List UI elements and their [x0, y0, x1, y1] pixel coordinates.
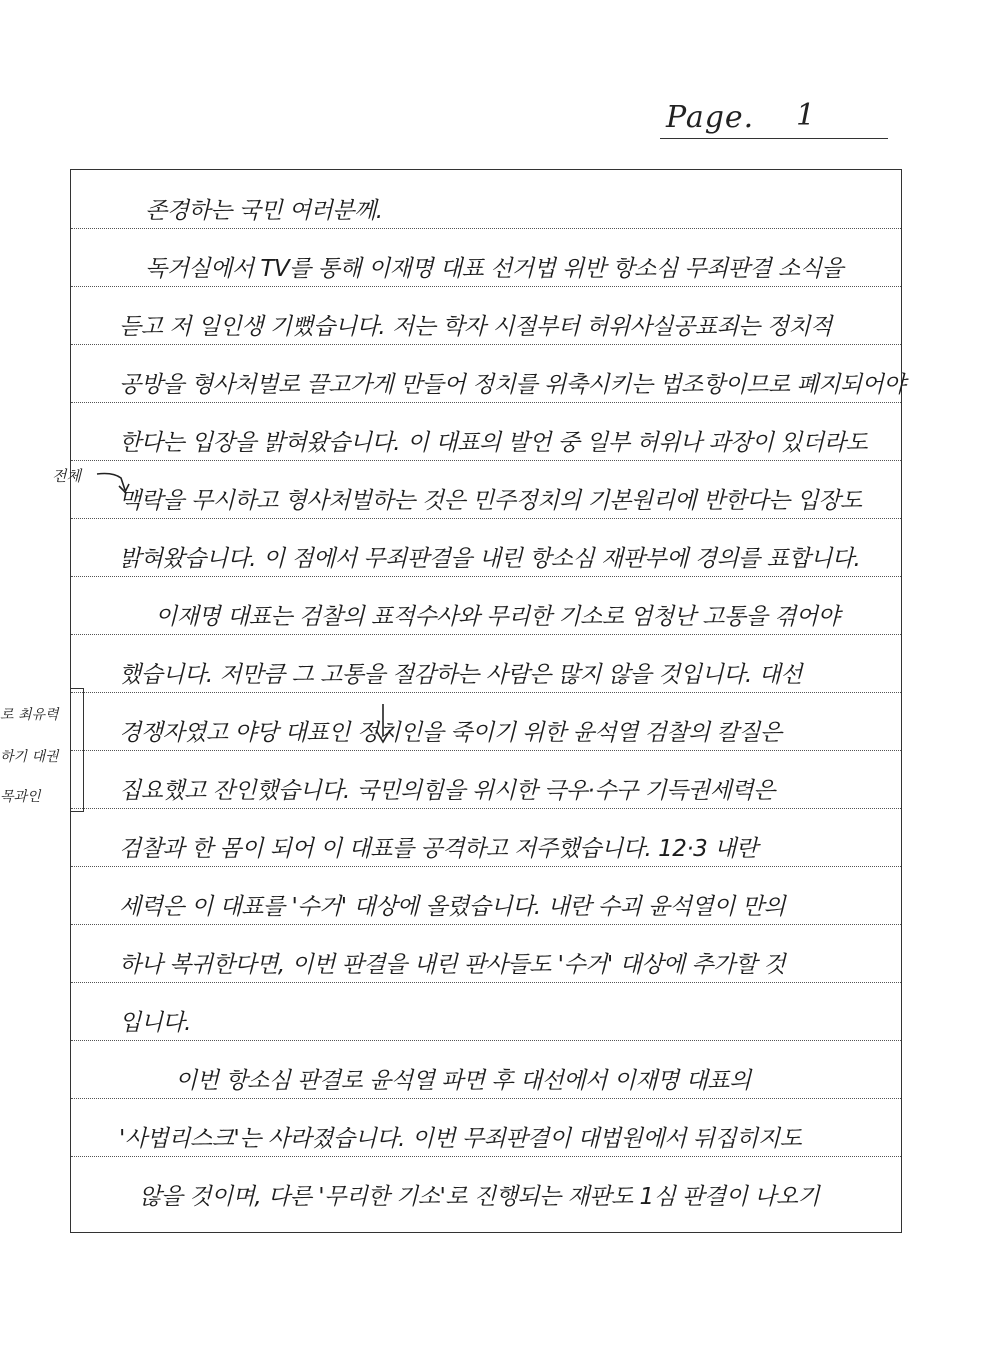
- ruled-line: [71, 924, 901, 925]
- text-line-5: 한다는 입장을 밝혀왔습니다. 이 대표의 발언 중 일부 허위나 과장이 있더라도: [119, 430, 868, 456]
- ruled-line: [71, 634, 901, 635]
- ruled-line: [71, 228, 901, 229]
- text-line-7: 밝혀왔습니다. 이 점에서 무죄판결을 내린 항소심 재판부에 경의를 표합니다.: [119, 546, 861, 572]
- insertion-caret-icon: [372, 702, 394, 746]
- text-line-16: 이번 항소심 판결로 윤석열 파면 후 대선에서 이재명 대표의: [175, 1068, 751, 1094]
- ruled-line: [71, 808, 901, 809]
- text-line-8: 이재명 대표는 검찰의 표적수사와 무리한 기소로 엄청난 고통을 겪어야: [155, 604, 840, 630]
- page-number: 1: [796, 98, 816, 133]
- text-line-18: 않을 것이며, 다른 '무리한 기소'로 진행되는 재판도 1심 판결이 나오기: [139, 1184, 820, 1210]
- text-line-2: 독거실에서 TV를 통해 이재명 대표 선거법 위반 항소심 무죄판결 소식을: [145, 256, 844, 282]
- ruled-line: [71, 1040, 901, 1041]
- ruled-line: [71, 1098, 901, 1099]
- text-line-14: 하나 복귀한다면, 이번 판결을 내린 판사들도 '수거' 대상에 추가할 것: [119, 952, 786, 978]
- margin-bracket: [70, 688, 84, 812]
- ruled-line: [71, 460, 901, 461]
- text-line-17: '사법리스크'는 사라졌습니다. 이번 무죄판결이 대법원에서 뒤집히지도: [119, 1126, 802, 1152]
- ruled-line: [71, 344, 901, 345]
- text-line-1: 존경하는 국민 여러분께.: [145, 198, 383, 224]
- ruled-line: [71, 576, 901, 577]
- text-line-3: 듣고 저 일인생 기뻤습니다. 저는 학자 시절부터 허위사실공표죄는 정치적: [119, 314, 832, 340]
- ruled-line: [71, 518, 901, 519]
- page-label: Page.: [666, 100, 755, 135]
- text-line-4: 공방을 형사처벌로 끌고가게 만들어 정치를 위축시키는 법조항이므로 폐지되어야: [119, 372, 906, 398]
- ruled-line: [71, 402, 901, 403]
- ruled-line: [71, 1156, 901, 1157]
- margin-insert-note: 전체: [52, 467, 81, 485]
- ruled-line: [71, 692, 901, 693]
- text-line-15: 입니다.: [119, 1010, 191, 1036]
- ruled-line: [71, 750, 901, 751]
- insert-arrow-icon: [95, 468, 135, 498]
- page-number-rule: [660, 138, 888, 139]
- text-line-11: 집요했고 잔인했습니다. 국민의힘을 위시한 극우·수구 기득권세력은: [119, 778, 775, 804]
- cut-note-line: 로 최유력: [0, 707, 59, 723]
- cut-note-line: 하기 대권: [0, 749, 59, 765]
- ruled-sheet: [70, 169, 906, 1233]
- text-line-12: 검찰과 한 몸이 되어 이 대표를 공격하고 저주했습니다. 12·3 내란: [119, 836, 758, 862]
- text-line-10: 경쟁자였고 야당 대표인 정치인을 죽이기 위한 윤석열 검찰의 칼질은: [119, 720, 782, 746]
- page-header: [660, 98, 888, 144]
- cut-note-line: 목과인: [0, 789, 41, 805]
- ruled-line: [71, 982, 901, 983]
- ruled-line: [71, 866, 901, 867]
- text-line-9: 했습니다. 저만큼 그 고통을 절감하는 사람은 많지 않을 것입니다. 대선: [119, 662, 803, 688]
- text-line-13: 세력은 이 대표를 '수거' 대상에 올렸습니다. 내란 수괴 윤석열이 만의: [119, 894, 786, 920]
- text-line-6: 맥락을 무시하고 형사처벌하는 것은 민주정치의 기본원리에 반한다는 입장도: [119, 488, 862, 514]
- ruled-line: [71, 286, 901, 287]
